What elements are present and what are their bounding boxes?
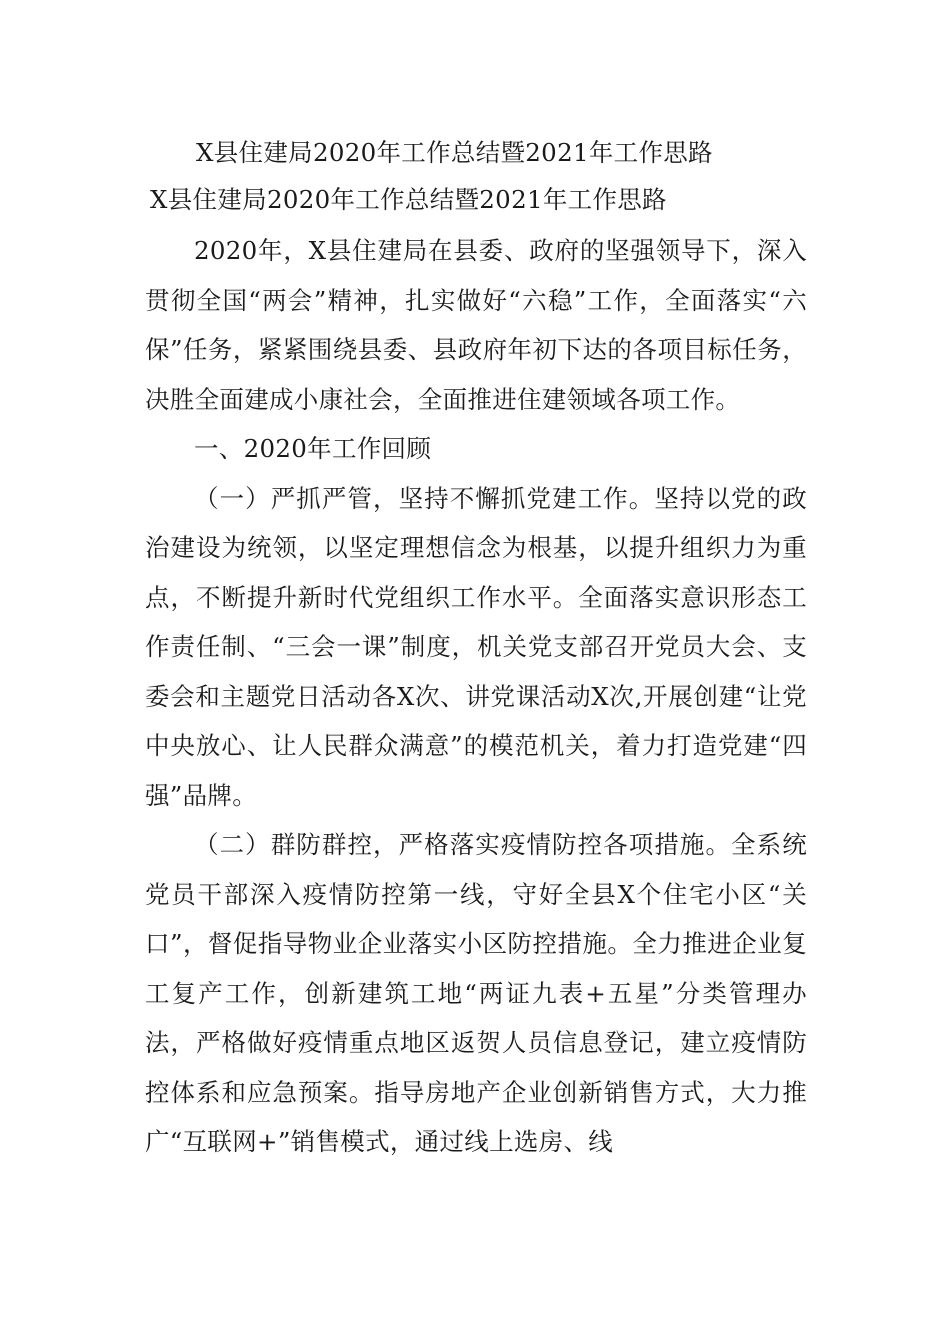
- body-paragraph: （一）严抓严管，坚持不懈抓党建工作。坚持以党的政治建设为统领，以坚定理想信念为根基，以提升组织力为重点，不断提升新时代党组织工作水平。全面落实意识形态工作责任制、“三会一课”制度，机关党支部召开党员大会、支委会和主题党日活动各X次、讲党课活动X次,开展创建“让党中央放心、让人民群众满意”的模范机关，着力打造党建“四强”品牌。: [145, 483, 807, 810]
- body-paragraph: （二）群防群控，严格落实疫情防控各项措施。全系统党员干部深入疫情防控第一线，守好全县X个住宅小区“关口”，督促指导物业企业落实小区防控措施。全力推进企业复工复产工作，创新建筑工地“两证九表+五星”分类管理办法，严格做好疫情重点地区返贺人员信息登记，建立疫情防控体系和应急预案。指导房地产企业创新销售方式，大力推广“互联网+”销售模式，通过线上选房、线: [145, 830, 807, 1156]
- document-subtitle: X县住建局2020年工作总结暨2021年工作思路: [150, 185, 667, 214]
- section-heading: 一、2020年工作回顾: [194, 434, 432, 463]
- document-body: [145, 226, 807, 1167]
- document-title: X县住建局2020年工作总结暨2021年工作思路: [196, 138, 713, 167]
- intro-paragraph: 2020年，X县住建局在县委、政府的坚强领导下，深入贯彻全国“两会”精神，扎实做好“六稳”工作，全面落实“六保”任务，紧紧围绕县委、县政府年初下达的各项目标任务，决胜全面建成小康社会，全面推进住建领域各项工作。: [145, 236, 807, 414]
